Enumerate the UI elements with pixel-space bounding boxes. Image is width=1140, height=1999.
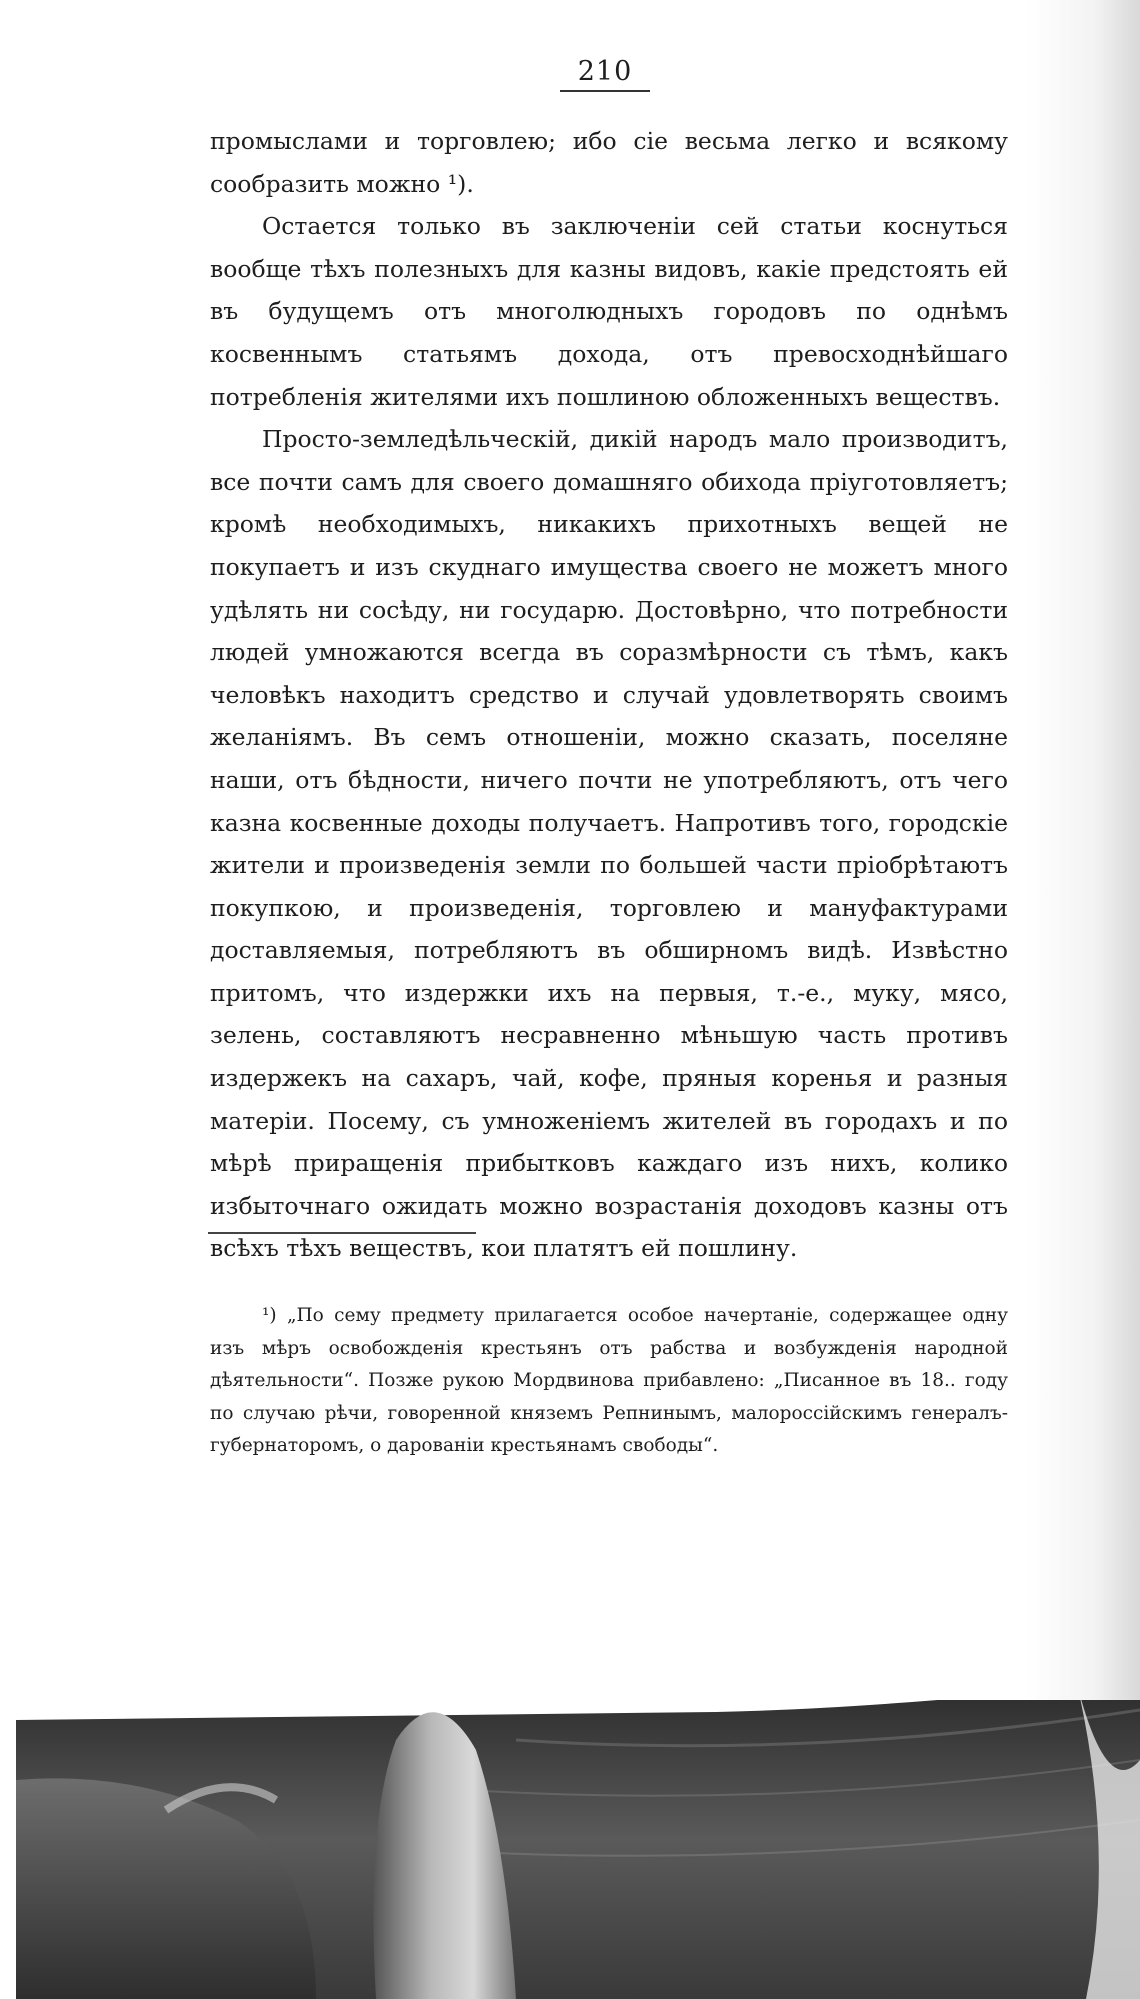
footnote-separator: [208, 1232, 476, 1234]
paragraph-continuation: промыслами и торговлею; ибо сіе весьма легко и всякому сообразить можно ¹).: [210, 127, 1008, 198]
body-text: [210, 120, 1008, 1270]
scan-artifact-finger: [16, 1700, 1140, 1999]
paragraph: Остается только въ заключеніи сей статьи коснуться вообще тѣхъ полезныхъ для казны видовъ, какіе предстоять ей въ будущемъ отъ многолюдныхъ городовъ по однѣмъ косвеннымъ статьямъ дохода, отъ превосходнѣйшаго потребленія жителями ихъ пошлиною обложенныхъ веществъ.: [210, 212, 1008, 411]
page-number: 210: [560, 54, 650, 92]
footnote: ¹) „По сему предмету прилагается особое начертаніе, содержащее одну изъ мѣръ освобожденія крестьянъ отъ рабства и возбужденія народной дѣятельности“. Позже рукою Мордвинова прибавлено: „Писанное въ 18.. году по случаю рѣчи, говоренной княземъ Репнинымъ, малороссійскимъ генералъ-губернаторомъ, о дарованіи крестьянамъ свободы“.: [210, 1305, 1008, 1456]
paragraph: Просто-земледѣльческій, дикій народъ мало производитъ, все почти самъ для своего домашняго обихода пріуготовляетъ; кромѣ необходимыхъ, никакихъ прихотныхъ вещей не покупаетъ и изъ скуднаго имущества своего не можетъ много удѣлять ни сосѣду, ни государю. Достовѣрно, что потребности людей умножаются всегда въ соразмѣрности съ тѣмъ, какъ человѣкъ находитъ средство и случай удовлетворять своимъ желаніямъ. Въ семъ отношеніи, можно сказать, поселяне наши, отъ бѣдности, ничего почти не употребляютъ, отъ чего казна косвенные доходы получаетъ. Напротивъ того, городскіе жители и произведенія земли по большей части пріобрѣтаютъ покупкою, и произведенія, торговлею и мануфактурами доставляемыя, потребляютъ въ обширномъ видѣ. Извѣстно притомъ, что издержки ихъ на первыя, т.-е., муку, мясо, зелень, составляютъ несравненно мѣньшую часть противъ издержекъ на сахаръ, чай, кофе, пряныя коренья и разныя матеріи. Посему, съ умноженіемъ жителей въ городахъ и по мѣрѣ приращенія прибытковъ каждаго изъ нихъ, колико избыточнаго ожидать можно возрастанія доходовъ казны отъ всѣхъ тѣхъ веществъ, кои платятъ ей пошлину.: [210, 425, 1008, 1263]
